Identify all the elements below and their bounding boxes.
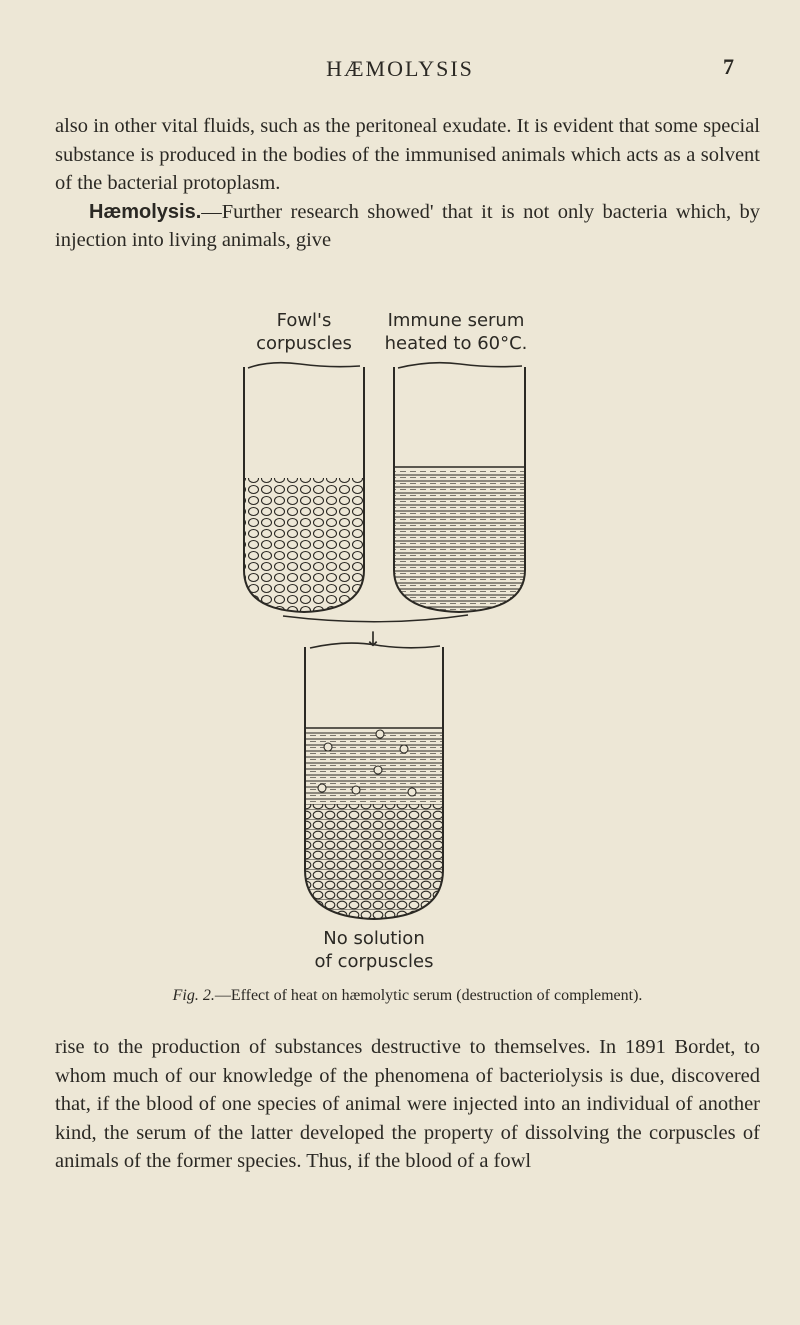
figure-caption [55,987,760,1005]
paragraph-top: also in other vital fluids, such as the peritoneal exudate. It is evident that some special substance is produced in the bodies of the immunised animals which acts as a solvent of the bacterial protoplasm. [55,115,760,195]
section-heading: Hæmolysis. [89,200,202,223]
label-immune-serum-1: Immune serum [387,310,525,331]
label-no-solution-1: No solution [323,928,425,949]
caption-label: Fig. 2. [172,987,215,1004]
section-paragraph [55,198,760,255]
page-number: 7 [723,54,734,79]
paragraph-bottom: rise to the production of substances destructive to themselves. In 1891 Bordet, to whom much of our knowledge of the phenomena of bacteriolysis is due, discovered that, if the blood of one species of animal were injected into an individual of another kind, the serum of the latter developed the property of dissolving the corpuscles of animals of the former species. Thus, if the blood of a fowl [55,1036,760,1173]
running-head: HÆMOLYSIS [326,56,474,81]
section-text: —Further research showed' that it is not only bacteria which, by injection into living animals, give [55,200,760,252]
tube-mixture [305,643,443,924]
tube-fowls-corpuscles [244,363,364,618]
label-immune-serum-2: heated to 60°C. [384,333,528,354]
combine-bracket [283,615,468,622]
tube-immune-serum [394,363,525,615]
top-text-block [55,112,760,255]
label-fowls-corpuscles-2: corpuscles [256,333,352,354]
label-no-solution-2: of corpuscles [314,951,434,972]
arrow-down-icon: ↓ [364,627,382,651]
caption-text: —Effect of heat on hæmolytic serum (destruction of complement). [214,987,643,1004]
bottom-text-block [55,1033,760,1176]
label-fowls-corpuscles-1: Fowl's [276,310,332,331]
page-header [0,50,800,90]
